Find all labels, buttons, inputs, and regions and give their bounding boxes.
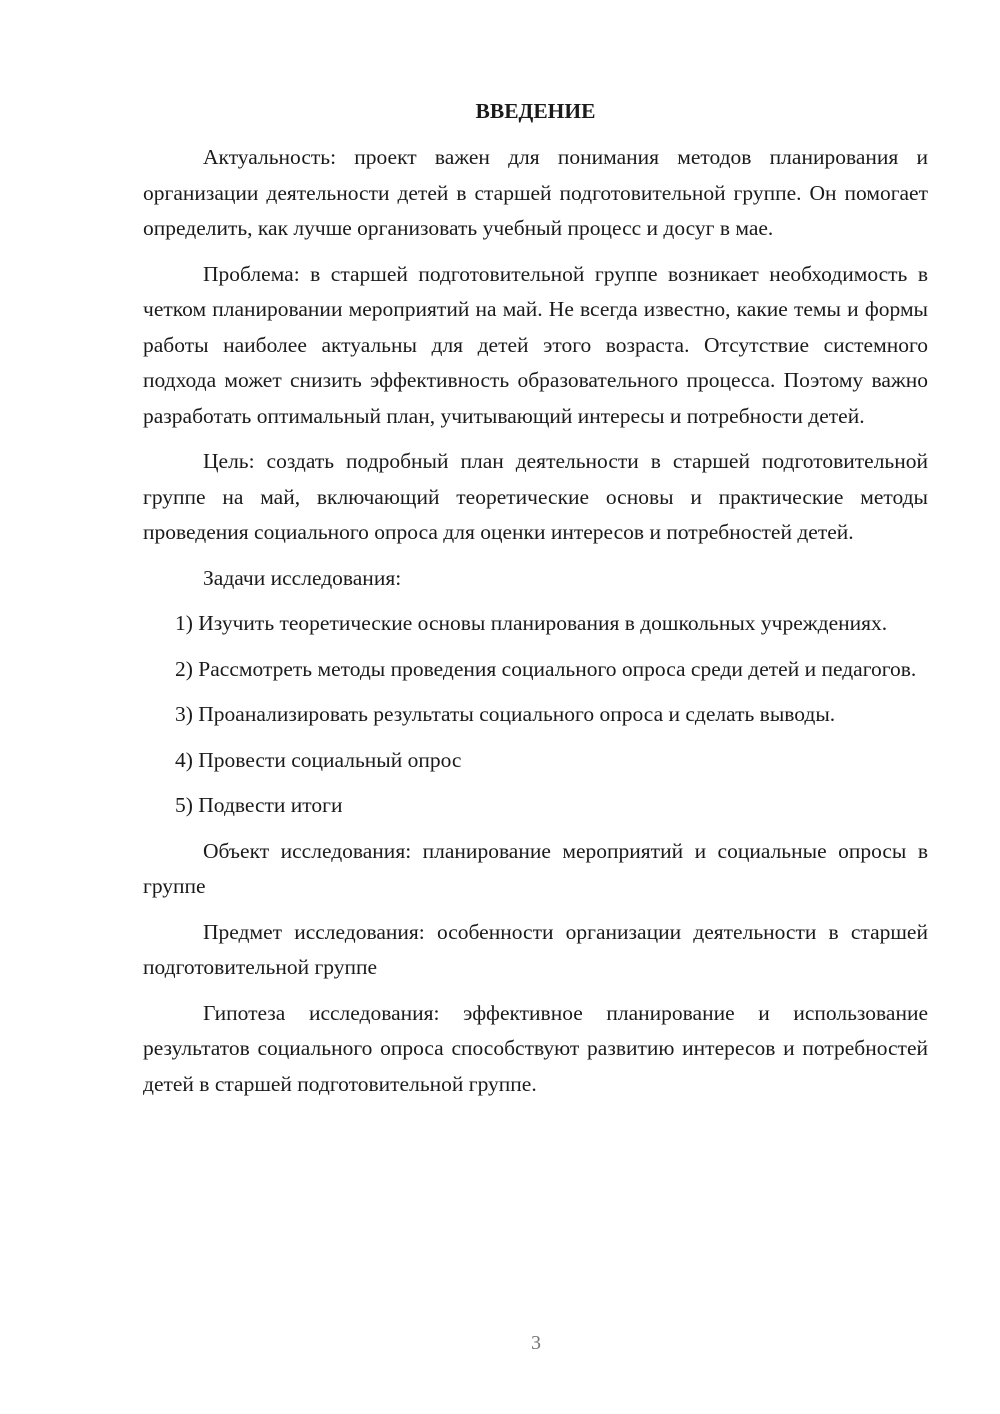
page-number: 3 [531,1332,541,1354]
task-item-3: 3) Проанализировать результаты социального опроса и сделать выводы. [175,702,836,726]
paragraph-relevance: Актуальность: проект важен для понимания методов планирования и организации деятельности детей в старшей подготовительной группе. Он помогает определить, как лучше организовать учебный процесс и досуг в мае. [143,145,928,240]
task-item-1: 1) Изучить теоретические основы планирования в дошкольных учреждениях. [175,611,888,635]
paragraph-hypothesis: Гипотеза исследования: эффективное планирование и использование результатов социального опроса способствуют развитию интересов и потребностей детей в старшей подготовительной группе. [143,1000,928,1096]
paragraph-object: Объект исследования: планирование мероприятий и социальные опросы в группе [143,838,928,898]
paragraph-problem: Проблема: в старшей подготовительной группе возникает необходимость в четком планировании мероприятий на май. Не всегда известно, какие темы и формы работы наиболее актуальны для детей этого возраста. Отсутствие системного подхода может снизить эффективность образовательного процесса. Поэтому важно разработать оптимальный план, учитывающий интересы и потребности детей. [143,261,928,428]
task-item-5: 5) Подвести итоги [175,793,343,817]
paragraph-subject: Предмет исследования: особенности организации деятельности в старшей подготовительной группе [143,919,928,979]
task-item-2: 2) Рассмотреть методы проведения социального опроса среди детей и педагогов. [175,656,917,681]
tasks-heading: Задачи исследования: [203,565,402,590]
page-title: ВВЕДЕНИЕ [475,99,596,123]
paragraph-goal: Цель: создать подробный план деятельности в старшей подготовительной группе на май, включающий теоретические основы и практические методы проведения социального опроса для оценки интересов и потребностей детей. [143,449,928,544]
task-item-4: 4) Провести социальный опрос [175,747,462,772]
document-page [143,92,928,1112]
